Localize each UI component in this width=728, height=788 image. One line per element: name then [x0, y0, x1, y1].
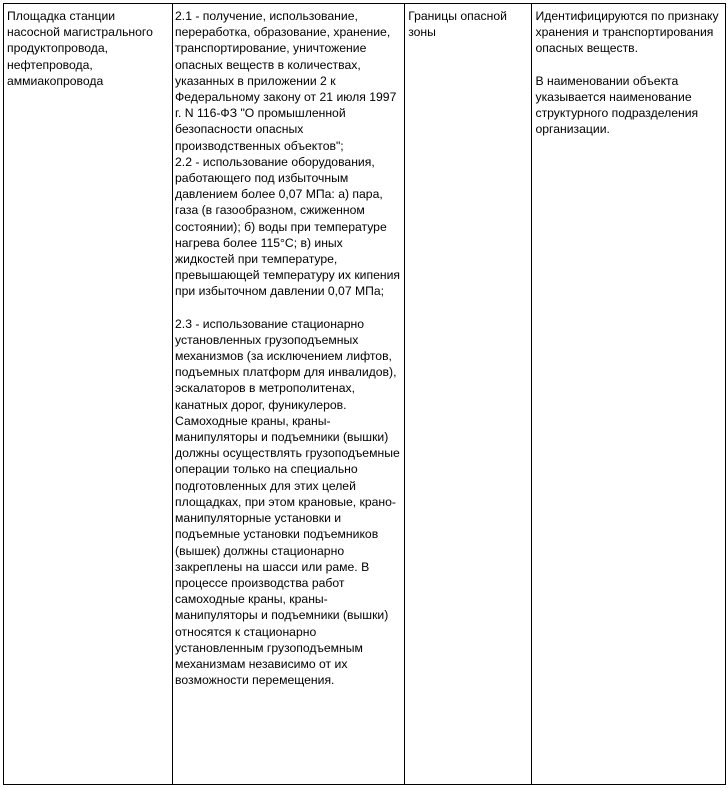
object-name-cell	[4, 4, 173, 785]
object-name-text: Площадка станции насосной магистрального продуктопровода, нефтепровода, аммиакопровода	[7, 9, 153, 88]
paragraph-gap	[175, 300, 402, 316]
criteria-item-2-2: 2.2 - использование оборудования, работающего под избыточным давлением более 0,07 МПа: а) пара, газа (в газообразном, сжиженном состоянии); б) воды при температуре нагрева более 115°С; в) иных жидкостей при температуре, превышающей температуру их кипения при избыточном давлении 0,07 МПа;	[175, 154, 400, 299]
criteria-item-cranes-note: Самоходные краны, краны-манипуляторы и подъемники (вышки) должны осуществлять грузоподъемные операции только на специально подготовленных для этих целей площадках, при этом крановые, крано-манипуляторные установки и подъемные установки подъемников (вышек) должны стационарно закреплены на шасси или раме. В процессе производства работ самоходные краны, краны-манипуляторы и подъемники (вышки) относятся к стационарно установленным грузоподъемным механизмам независимо от их возможности перемещения.	[175, 413, 400, 688]
table-row	[4, 4, 726, 785]
boundaries-cell	[405, 4, 532, 785]
identification-text-2: В наименовании объекта указывается наименование структурного подразделения организации.	[535, 73, 699, 137]
document-table	[3, 3, 726, 785]
paragraph-gap	[535, 57, 722, 73]
identification-text-1: Идентифицируются по признаку хранения и транспортирования опасных веществ.	[535, 9, 719, 56]
boundaries-text: Границы опасной зоны	[408, 9, 507, 40]
criteria-item-2-3: 2.3 - использование стационарно установленных грузоподъемных механизмов (за исключением лифтов, подъемных платформ для инвалидов), эскалаторов в метрополитенах, канатных дорог, фуникулеров.	[175, 316, 397, 412]
criteria-cell	[173, 4, 405, 785]
criteria-item-2-1: 2.1 - получение, использование, переработка, образование, хранение, транспортирование, уничтожение опасных веществ в количествах, указанных в приложении 2 к Федеральному закону от 21 июля 1997 г. N 116-ФЗ "О промышленной безопасности опасных производственных объектов";	[175, 9, 397, 153]
identification-cell	[532, 4, 726, 785]
